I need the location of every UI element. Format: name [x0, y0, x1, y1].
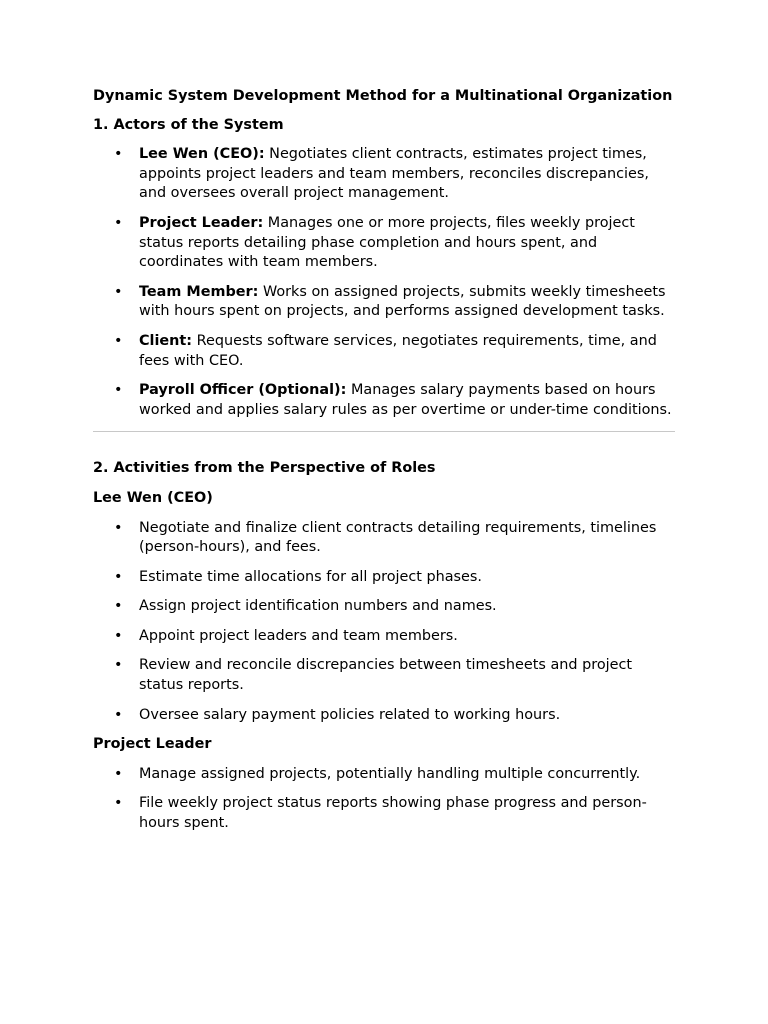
bullet-icon: • — [114, 765, 123, 782]
list-item — [93, 145, 675, 204]
actor-description: Manages one or more projects, files weekly project status reports detailing phase completion and hours spent, and coordinates with team members. — [139, 214, 635, 271]
activity-text: File weekly project status reports showing phase progress and person-hours spent. — [139, 795, 647, 832]
actor-description: Requests software services, negotiates requirements, time, and fees with CEO. — [139, 332, 657, 369]
activity-text: Review and reconcile discrepancies between timesheets and project status reports. — [139, 657, 633, 694]
project-leader-activities-list — [93, 765, 675, 834]
list-item — [93, 332, 675, 371]
subheading-ceo: Lee Wen (CEO) — [93, 489, 213, 506]
list-item — [93, 765, 675, 785]
activity-text: Oversee salary payment policies related to working hours. — [139, 706, 561, 723]
document-page — [93, 87, 675, 844]
list-item — [93, 381, 675, 420]
actor-description: Works on assigned projects, submits weekly timesheets with hours spent on projects, and performs assigned development tasks. — [139, 283, 666, 320]
activity-text: Appoint project leaders and team members. — [139, 627, 458, 644]
list-item — [93, 706, 675, 726]
bullet-icon: • — [114, 795, 123, 812]
list-item — [93, 214, 675, 273]
activity-text: Assign project identification numbers and names. — [139, 598, 497, 615]
actor-term: Team Member: — [139, 283, 259, 300]
actor-term: Payroll Officer (Optional): — [139, 382, 347, 399]
bullet-icon: • — [114, 598, 123, 615]
bullet-icon: • — [114, 283, 123, 300]
actor-term: Client: — [139, 332, 193, 349]
activity-text: Negotiate and finalize client contracts detailing requirements, timelines (person-hours), and fees. — [139, 519, 657, 556]
bullet-icon: • — [114, 214, 123, 231]
bullet-icon: • — [114, 146, 123, 163]
list-item — [93, 794, 675, 833]
bullet-icon: • — [114, 519, 123, 536]
bullet-icon: • — [114, 627, 123, 644]
actor-description: Manages salary payments based on hours worked and applies salary rules as per overtime or under-time conditions. — [139, 382, 672, 418]
subheading-project-leader: Project Leader — [93, 736, 212, 753]
actor-description: Negotiates client contracts, estimates project times, appoints project leaders and team members, reconciles discrepancies, and oversees overall project management. — [139, 146, 649, 202]
activity-text: Manage assigned projects, potentially handling multiple concurrently. — [139, 765, 641, 782]
actor-term: Project Leader: — [139, 214, 264, 231]
actor-term: Lee Wen (CEO): — [139, 146, 265, 163]
actors-list — [93, 145, 675, 420]
bullet-icon: • — [114, 332, 123, 349]
list-item — [93, 597, 675, 617]
bullet-icon: • — [114, 657, 123, 674]
list-item — [93, 568, 675, 588]
list-item — [93, 656, 675, 695]
bullet-icon: • — [114, 706, 123, 723]
bullet-icon: • — [114, 568, 123, 585]
section-heading-actors: 1. Actors of the System — [93, 116, 284, 133]
section-heading-activities: 2. Activities from the Perspective of Roles — [93, 460, 436, 477]
document-title: Dynamic System Development Method for a Multinational Organization — [93, 88, 673, 104]
list-item — [93, 283, 675, 322]
activity-text: Estimate time allocations for all project phases. — [139, 568, 482, 585]
list-item — [93, 519, 675, 558]
ceo-activities-list — [93, 519, 675, 726]
section-divider — [93, 431, 675, 432]
bullet-icon: • — [114, 382, 123, 399]
list-item — [93, 627, 675, 647]
